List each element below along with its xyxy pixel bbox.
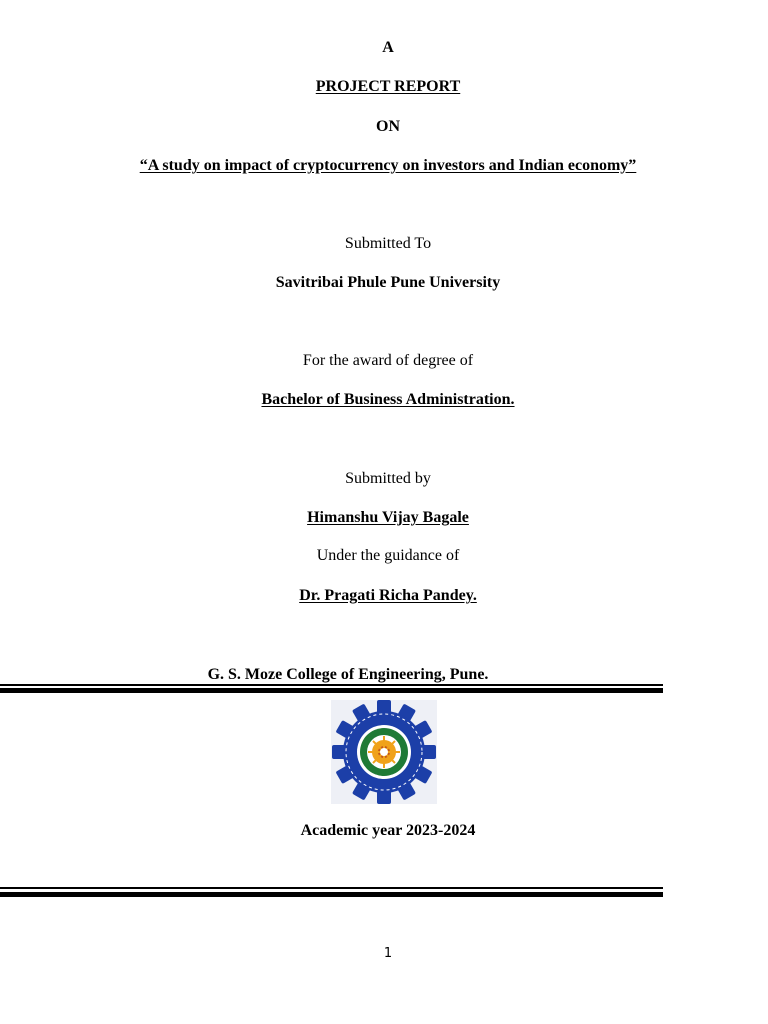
student-name: Himanshu Vijay Bagale bbox=[307, 509, 469, 526]
submitted-to-label: Submitted To bbox=[344, 235, 432, 252]
divider-thick-bottom bbox=[0, 892, 663, 897]
heading-a: A bbox=[382, 39, 394, 56]
university-name: Savitribai Phule Pune University bbox=[275, 274, 501, 291]
college-emblem-icon bbox=[331, 700, 437, 804]
degree-name: Bachelor of Business Administration. bbox=[261, 391, 515, 408]
academic-year: Academic year 2023-2024 bbox=[300, 822, 476, 839]
divider-thick-top bbox=[0, 688, 663, 693]
submitted-by-label: Submitted by bbox=[345, 470, 431, 487]
award-label: For the award of degree of bbox=[302, 352, 474, 369]
report-title: “A study on impact of cryptocurrency on investors and Indian economy” bbox=[139, 157, 637, 174]
guide-name: Dr. Pragati Richa Pandey. bbox=[299, 587, 477, 604]
heading-project-report: PROJECT REPORT bbox=[315, 78, 461, 95]
page-number: 1 bbox=[383, 946, 393, 961]
heading-on: ON bbox=[376, 118, 400, 135]
guidance-label: Under the guidance of bbox=[316, 547, 460, 564]
college-name: G. S. Moze College of Engineering, Pune. bbox=[207, 666, 489, 683]
divider-thin-top bbox=[0, 684, 663, 686]
divider-thin-bottom bbox=[0, 887, 663, 889]
